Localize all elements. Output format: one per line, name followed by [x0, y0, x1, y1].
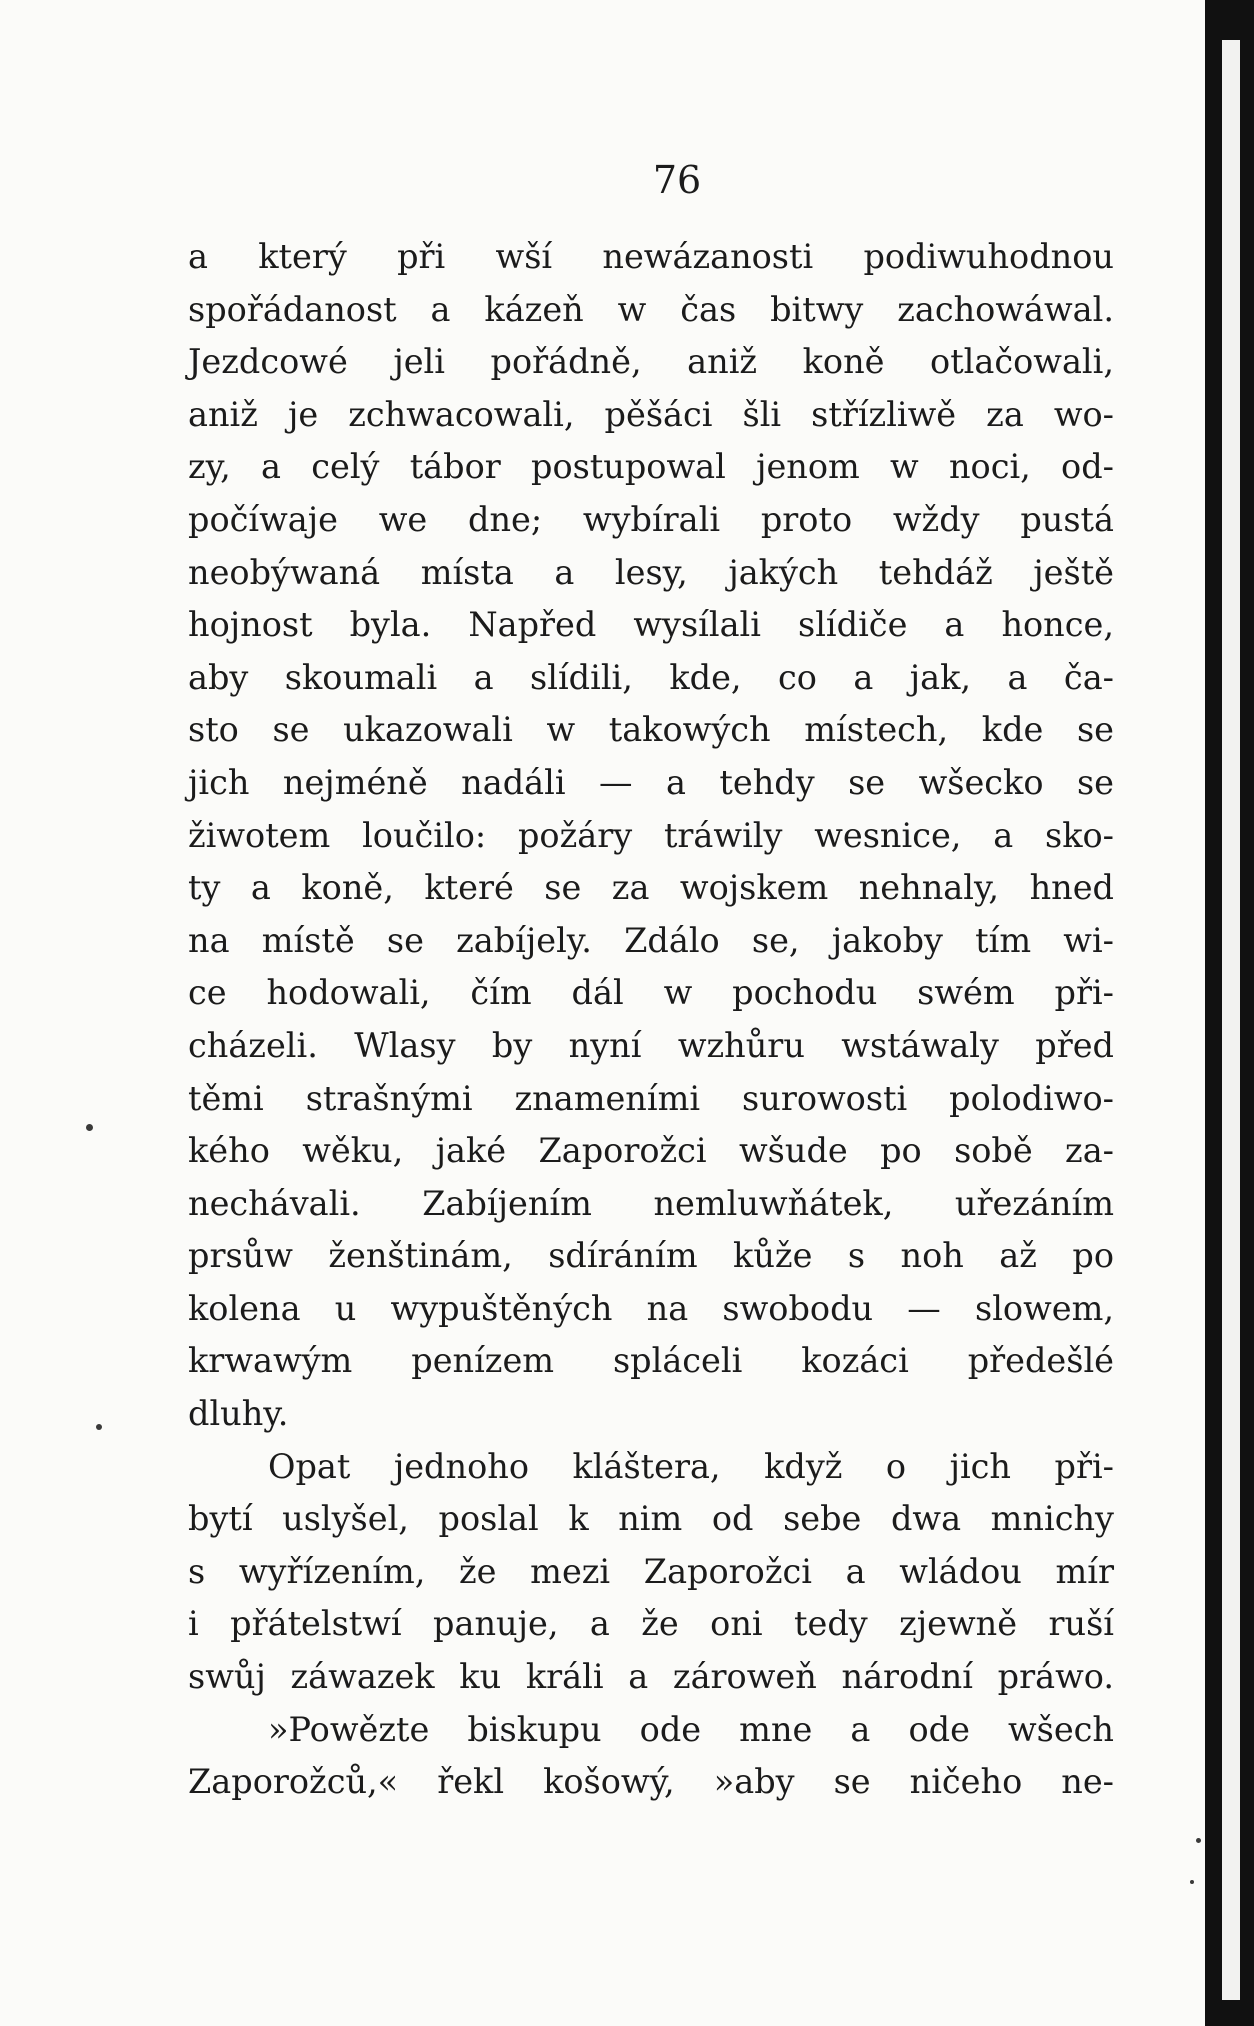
text-line: nechávali. Zabíjením nemluwňátek, uřezáním	[188, 1183, 1114, 1223]
text-line: zy, a celý tábor postupowal jenom w noci, od-	[188, 447, 1114, 487]
text-line: počíwaje we dne; wybírali proto wždy pustá	[188, 499, 1114, 539]
text-line: kolena u wypuštěných na swobodu — slowem,	[188, 1288, 1114, 1328]
ink-speck	[1190, 1880, 1194, 1884]
page-number: 76	[652, 158, 702, 202]
body-text	[188, 231, 1114, 1809]
text-line: i přátelstwí panuje, a že oni tedy zjewně ruší	[188, 1604, 1114, 1644]
text-line: kého wěku, jaké Zaporožci wšude po sobě za-	[188, 1131, 1114, 1171]
text-line: jich nejméně nadáli — a tehdy se wšecko se	[188, 762, 1114, 802]
text-line: neobýwaná místa a lesy, jakých tehdáž ještě	[188, 552, 1114, 592]
paragraph-start-line: »Powězte biskupu ode mne a ode wšech	[268, 1709, 1114, 1749]
ink-speck	[1196, 1838, 1201, 1843]
text-line: žiwotem loučilo: požáry tráwily wesnice, a sko-	[188, 815, 1114, 855]
text-line: ce hodowali, čím dál w pochodu swém při-	[188, 973, 1114, 1013]
text-line: s wyřízením, že mezi Zaporožci a wládou mír	[188, 1551, 1114, 1591]
text-line: ty a koně, které se za wojskem nehnaly, hned	[188, 868, 1114, 908]
ink-speck	[86, 1124, 93, 1131]
text-line: spořádanost a kázeň w čas bitwy zachowáwal.	[188, 289, 1114, 329]
paragraph-start-line: Opat jednoho kláštera, když o jich při-	[268, 1446, 1114, 1486]
text-line: aby skoumali a slídili, kde, co a jak, a ča-	[188, 657, 1114, 697]
text-line: hojnost byla. Napřed wysílali slídiče a honce,	[188, 605, 1114, 645]
text-line: swůj záwazek ku králi a zároweň národní práwo.	[188, 1657, 1114, 1697]
text-line: Jezdcowé jeli pořádně, aniž koně otlačowali,	[188, 342, 1114, 382]
text-line: sto se ukazowali w takowých místech, kde se	[188, 710, 1114, 750]
text-line: na místě se zabíjely. Zdálo se, jakoby tím wi-	[188, 920, 1114, 960]
text-line: prsůw ženštinám, sdíráním kůže s noh až po	[188, 1236, 1114, 1276]
text-line: bytí uslyšel, poslal k nim od sebe dwa mnichy	[188, 1499, 1114, 1539]
text-line: aniž je zchwacowali, pěšáci šli střízliwě za wo-	[188, 394, 1114, 434]
text-line: cházeli. Wlasy by nyní wzhůru wstáwaly před	[188, 1025, 1114, 1065]
text-line: krwawým penízem spláceli kozáci předešlé	[188, 1341, 1114, 1381]
next-page-edge	[1222, 40, 1240, 2000]
text-line: Zaporožců,« řekl košowý, »aby se ničeho ne-	[188, 1762, 1114, 1802]
ink-speck	[96, 1424, 102, 1430]
text-line: a který při wší newázanosti podiwuhodnou	[188, 237, 1114, 276]
paragraph-end-line: dluhy.	[188, 1394, 289, 1434]
text-line: těmi strašnými znameními surowosti polodiwo-	[188, 1078, 1114, 1118]
